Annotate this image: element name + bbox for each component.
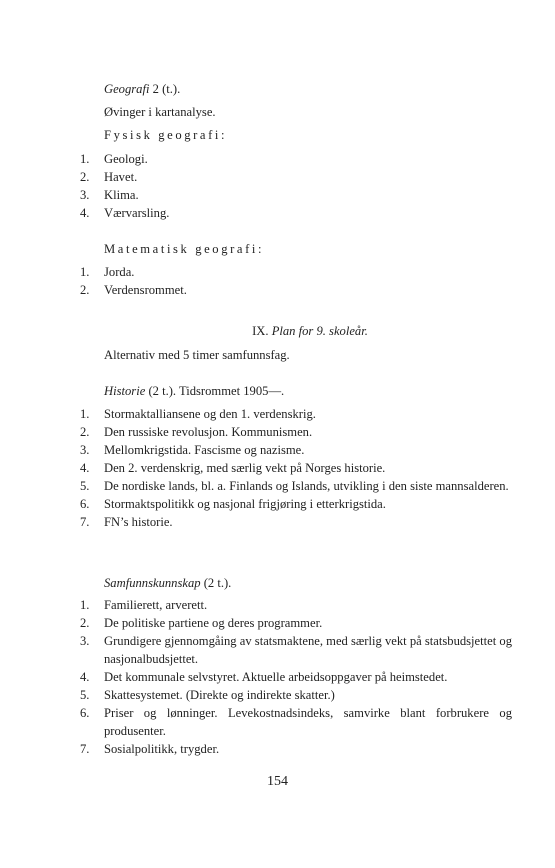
item-text: Familierett, arverett.	[104, 598, 208, 612]
item-text: Værvarsling.	[104, 206, 170, 220]
item-number: 4.	[80, 670, 90, 684]
item-number: 1.	[80, 152, 90, 166]
list-item	[80, 740, 512, 758]
list-item	[80, 513, 512, 531]
item-text: Det kommunale selvstyret. Aktuelle arbeidsoppgaver på heimstedet.	[104, 670, 448, 684]
historie-heading: Historie	[104, 384, 146, 398]
geografi-heading: Geografi	[104, 82, 150, 96]
item-text: Den russiske revolusjon. Kommunismen.	[104, 425, 313, 439]
item-number: 2.	[80, 170, 90, 184]
matematisk-geografi-list	[80, 263, 512, 299]
item-text: Stormaktspolitikk og nasjonal frigjøring i etterkrigstida.	[104, 497, 386, 511]
list-item	[80, 150, 512, 168]
item-number: 2.	[80, 425, 90, 439]
list-item	[80, 459, 512, 477]
item-number: 5.	[80, 479, 90, 493]
list-item	[80, 263, 512, 281]
list-item	[80, 686, 512, 704]
list-item	[80, 186, 512, 204]
list-item	[80, 405, 512, 423]
historie-hours: (2 t.). Tidsrommet 1905—.	[148, 384, 285, 398]
item-text: Sosialpolitikk, trygder.	[104, 742, 220, 756]
historie-heading-line	[104, 382, 516, 400]
fysisk-geografi-list	[80, 150, 512, 222]
item-number: 7.	[80, 515, 90, 529]
page-number: 154	[267, 774, 288, 789]
samfunn-list	[80, 596, 512, 758]
list-item	[80, 596, 512, 614]
item-number: 4.	[80, 206, 90, 220]
list-item	[80, 168, 512, 186]
item-text: Mellomkrigstida. Fascisme og nazisme.	[104, 443, 305, 457]
fysisk-geografi-title: Fysisk geografi:	[104, 128, 228, 142]
item-number: 3.	[80, 188, 90, 202]
geografi-line1: Øvinger i kartanalyse.	[104, 105, 216, 119]
item-number: 3.	[80, 443, 90, 457]
matematisk-geografi-title: Matematisk geografi:	[104, 242, 265, 256]
item-number: 7.	[80, 742, 90, 756]
list-item	[80, 477, 512, 495]
plan-numeral: IX.	[252, 324, 269, 338]
list-item	[80, 668, 512, 686]
item-text: Priser og lønninger. Levekostnadsindeks, samvirke blant forbrukere og produsenter.	[104, 706, 512, 738]
item-text: Klima.	[104, 188, 139, 202]
list-item	[80, 632, 512, 668]
item-text: Geologi.	[104, 152, 148, 166]
samfunn-hours: (2 t.).	[203, 576, 232, 590]
plan-title: Plan for 9. skoleår.	[271, 324, 368, 338]
item-text: Verdensrommet.	[104, 283, 187, 297]
item-text: Grundigere gjennomgåing av statsmaktene, med særlig vekt på statsbudsjettet og nasjonalbudsjettet.	[104, 634, 512, 666]
list-item	[80, 495, 512, 513]
item-text: Stormaktalliansene og den 1. verdenskrig.	[104, 407, 316, 421]
list-item	[80, 704, 512, 740]
list-item	[80, 281, 512, 299]
item-text: De nordiske lands, bl. a. Finlands og Islands, utvikling i den siste mannsalderen.	[104, 479, 509, 493]
list-item	[80, 423, 512, 441]
item-number: 5.	[80, 688, 90, 702]
item-text: FN’s historie.	[104, 515, 173, 529]
item-number: 2.	[80, 283, 90, 297]
samfunn-heading: Samfunnskunnskap	[104, 576, 201, 590]
item-number: 4.	[80, 461, 90, 475]
list-item	[80, 204, 512, 222]
list-item	[80, 614, 512, 632]
item-number: 2.	[80, 616, 90, 630]
geografi-hours: 2 (t.).	[152, 82, 181, 96]
item-number: 6.	[80, 497, 90, 511]
item-text: Jorda.	[104, 265, 135, 279]
item-text: De politiske partiene og deres programmer.	[104, 616, 323, 630]
item-number: 1.	[80, 598, 90, 612]
item-text: Havet.	[104, 170, 138, 184]
historie-list	[80, 405, 512, 531]
item-number: 1.	[80, 265, 90, 279]
item-number: 3.	[80, 634, 90, 648]
plan-heading	[104, 322, 516, 340]
alternativ-line: Alternativ med 5 timer samfunnsfag.	[104, 348, 290, 362]
item-text: Den 2. verdenskrig, med særlig vekt på Norges historie.	[104, 461, 386, 475]
item-number: 1.	[80, 407, 90, 421]
item-text: Skattesystemet. (Direkte og indirekte skatter.)	[104, 688, 335, 702]
geografi-heading-line	[104, 80, 516, 98]
samfunn-heading-line	[104, 574, 516, 592]
list-item	[80, 441, 512, 459]
item-number: 6.	[80, 706, 90, 720]
